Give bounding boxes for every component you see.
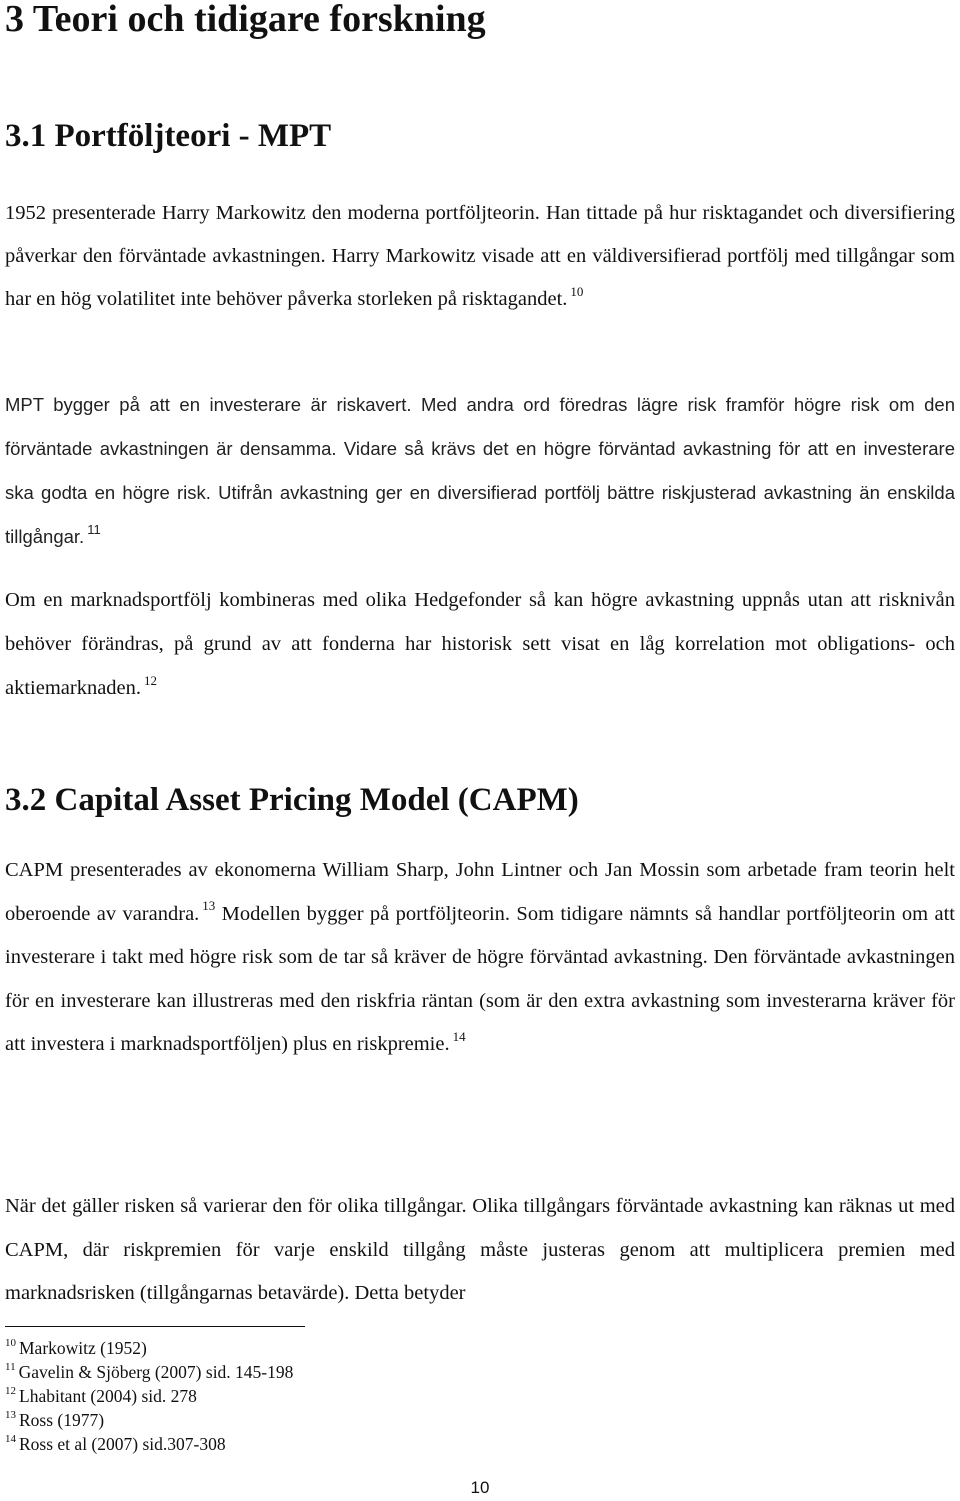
footnote-12: [5, 1384, 293, 1408]
paragraph-text: Modellen bygger på portföljteorin. Som tidigare nämnts så handlar portföljteorin om att investerare i takt med högre risk som de tar så kräver de högre förväntad avkastning. Den förväntade avkastningen för en investerare kan illustreras med den riskfria räntan (som är den extra avkastning som investerarna kräver för att investera i marknadsportföljen) plus en riskpremie.: [5, 902, 955, 1055]
footnote-text: Gavelin & Sjöberg (2007) sid. 145-198: [18, 1362, 294, 1382]
footnote-ref: 11: [87, 521, 101, 537]
footnote-13: [5, 1408, 293, 1432]
page-number: 10: [470, 1478, 490, 1497]
footnote-number: 12: [5, 1385, 16, 1398]
paragraph-text: När det gäller risken så varierar den för olika tillgångar. Olika tillgångars förväntade avkastning kan räknas ut med CAPM, där riskpremien för varje enskild tillgång måste justeras genom att multiplicera premien med marknadsrisken (tillgångarnas betavärde). Detta betyder: [5, 1195, 955, 1304]
footnote-11: [5, 1360, 293, 1384]
footnote-number: 13: [5, 1409, 16, 1422]
footnote-ref: 12: [144, 672, 158, 688]
footnote-ref: 10: [570, 283, 584, 299]
paragraph-text: Om en marknadsportfölj kombineras med olika Hedgefonder så kan högre avkastning uppnås utan att risknivån behöver förändras, på grund av att fonderna har historisk sett visat en låg korrelation mot obligations- och aktiemarknaden.: [5, 589, 955, 699]
footnote-text: Lhabitant (2004) sid. 278: [19, 1386, 197, 1406]
footnote-text: Markowitz (1952): [19, 1338, 147, 1358]
footnote-separator: [5, 1326, 305, 1327]
paragraph-text: MPT bygger på att en investerare är riskavert. Med andra ord föredras lägre risk framför högre risk om den förväntade avkastningen är densamma. Vidare så krävs det en högre förväntad avkastning för att en investerare ska godta en högre risk. Utifrån avkastning ger en diversifierad portfölj bättre riskjusterad avkastning än enskilda tillgångar.: [5, 394, 955, 547]
paragraph-capm-intro: [5, 849, 955, 1067]
footnote-text: Ross (1977): [19, 1410, 105, 1430]
footnote-14: [5, 1432, 293, 1456]
footnotes: [5, 1336, 293, 1456]
section-heading-mpt: 3.1 Portföljteori - MPT: [5, 118, 332, 154]
footnote-ref: 14: [452, 1028, 466, 1044]
footnote-10: [5, 1336, 293, 1360]
paragraph-mpt-riskaversion: [5, 383, 955, 559]
section-heading-capm: 3.2 Capital Asset Pricing Model (CAPM): [5, 782, 579, 818]
footnote-number: 11: [5, 1361, 16, 1374]
paragraph-text: CAPM presenterades av ekonomerna William Sharp, John Lintner och Jan Mossin som arbetade fram teorin helt oberoende av varandra.: [5, 859, 955, 925]
paragraph-capm-risk: [5, 1185, 955, 1316]
footnote-text: Ross et al (2007) sid.307-308: [19, 1434, 226, 1454]
footnote-number: 10: [5, 1337, 16, 1350]
paragraph-hedgefunds: [5, 578, 955, 710]
paragraph-text: 1952 presenterade Harry Markowitz den moderna portföljteorin. Han tittade på hur risktagandet och diversifiering påverkar den förväntade avkastningen. Harry Markowitz visade att en väldiversifierad portfölj med tillgångar som har en hög volatilitet inte behöver påverka storleken på risktagandet.: [5, 202, 955, 310]
paragraph-mpt-intro: [5, 192, 955, 321]
footnote-ref: 13: [202, 898, 216, 914]
footnote-number: 14: [5, 1433, 16, 1446]
chapter-heading: 3 Teori och tidigare forskning: [5, 0, 486, 40]
